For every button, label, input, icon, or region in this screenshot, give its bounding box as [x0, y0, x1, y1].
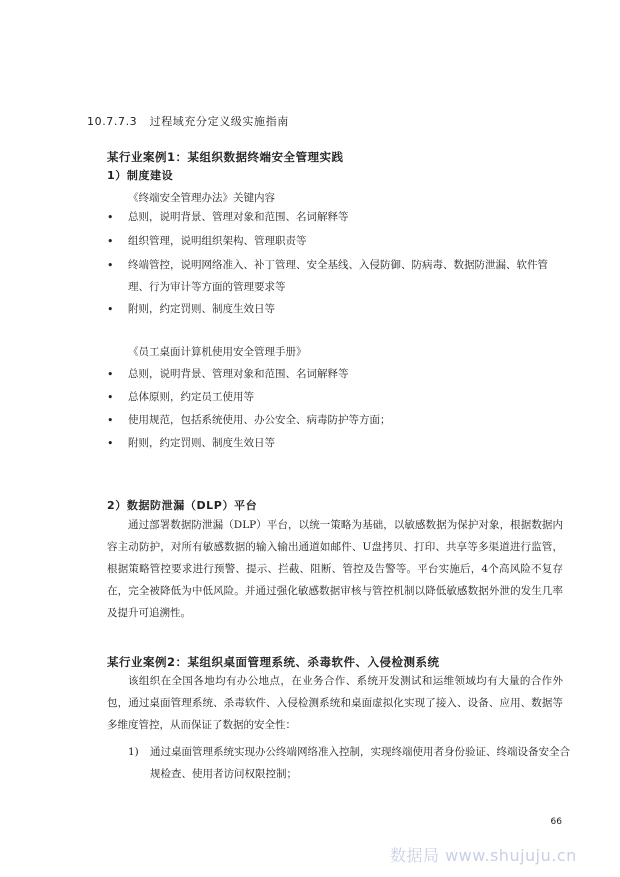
- list-number: 1): [128, 746, 139, 758]
- list-item: 组织管理，说明组织架构、管理职责等: [128, 235, 307, 247]
- section-title: 过程域充分定义级实施指南: [149, 115, 289, 128]
- dlp-paragraph: 通过部署数据防泄漏（DLP）平台，以统一策略为基础，以敏感数据为保护对象，根据数据内容主动防护，对所有敏感数据的输入输出通道如邮件、U盘拷贝、打印、共享等多渠道进行监管，根据策略管控要求进行预警、提示、拦截、阻断、管控及告警等。平台实施后，4个高风险不复存在，完全被降低为中低风险。并通过强化敏感数据审核与管控机制以降低敏感数据外泄的发生几率及提升可追溯性。: [107, 519, 563, 619]
- section-number: 10.7.7.3: [87, 115, 138, 128]
- bullet-icon: •: [107, 437, 114, 450]
- section-heading: [87, 113, 289, 129]
- doc1-title: 《终端安全管理办法》关键内容: [128, 192, 275, 204]
- bullet-icon: •: [107, 259, 114, 272]
- list-item: 通过桌面管理系统实现办公终端网络准入控制，实现终端使用者身份验证、终端设备安全合规检查、使用者访问权限控制；: [150, 746, 570, 780]
- list-item: 使用规范，包括系统使用、办公安全、病毒防护等方面；: [128, 414, 391, 426]
- bullet-icon: •: [107, 391, 114, 404]
- bullet-icon: •: [107, 303, 114, 316]
- case2-paragraph: 该组织在全国各地均有办公地点，在业务合作、系统开发测试和运维领域均有大量的合作外包，通过桌面管理系统、杀毒软件、入侵检测系统和桌面虚拟化实现了接入、设备、应用、数据等多维度管控，从而保证了数据的安全性：: [107, 675, 563, 731]
- case2-title: 某行业案例2：某组织桌面管理系统、杀毒软件、入侵检测系统: [107, 655, 440, 669]
- list-item: 总则，说明背景、管理对象和范围、名词解释等: [128, 211, 349, 223]
- bullet-icon: •: [107, 235, 114, 248]
- page-number: 66: [550, 817, 562, 827]
- list-item: 附则，约定罚则、制度生效日等: [128, 437, 275, 449]
- bullet-icon: •: [107, 368, 114, 381]
- case1-sub2-title: 2）数据防泄漏（DLP）平台: [107, 499, 258, 512]
- watermark: 数据局 www.shujuju.cn: [390, 846, 577, 865]
- case1-title: 某行业案例1：某组织数据终端安全管理实践: [107, 150, 344, 164]
- list-item: 终端管控，说明网络准入、补丁管理、安全基线、入侵防御、防病毒、数据防泄漏、软件管理、行为审计等方面的管理要求等: [128, 259, 548, 293]
- list-item: 总体原则，约定员工使用等: [128, 391, 254, 403]
- bullet-icon: •: [107, 414, 114, 427]
- case1-sub1-title: 1）制度建设: [107, 169, 174, 182]
- doc2-title: 《员工桌面计算机使用安全管理手册》: [128, 346, 307, 358]
- bullet-icon: •: [107, 211, 114, 224]
- list-item: 附则，约定罚则、制度生效日等: [128, 303, 275, 315]
- list-item: 总则，说明背景、管理对象和范围、名词解释等: [128, 368, 349, 380]
